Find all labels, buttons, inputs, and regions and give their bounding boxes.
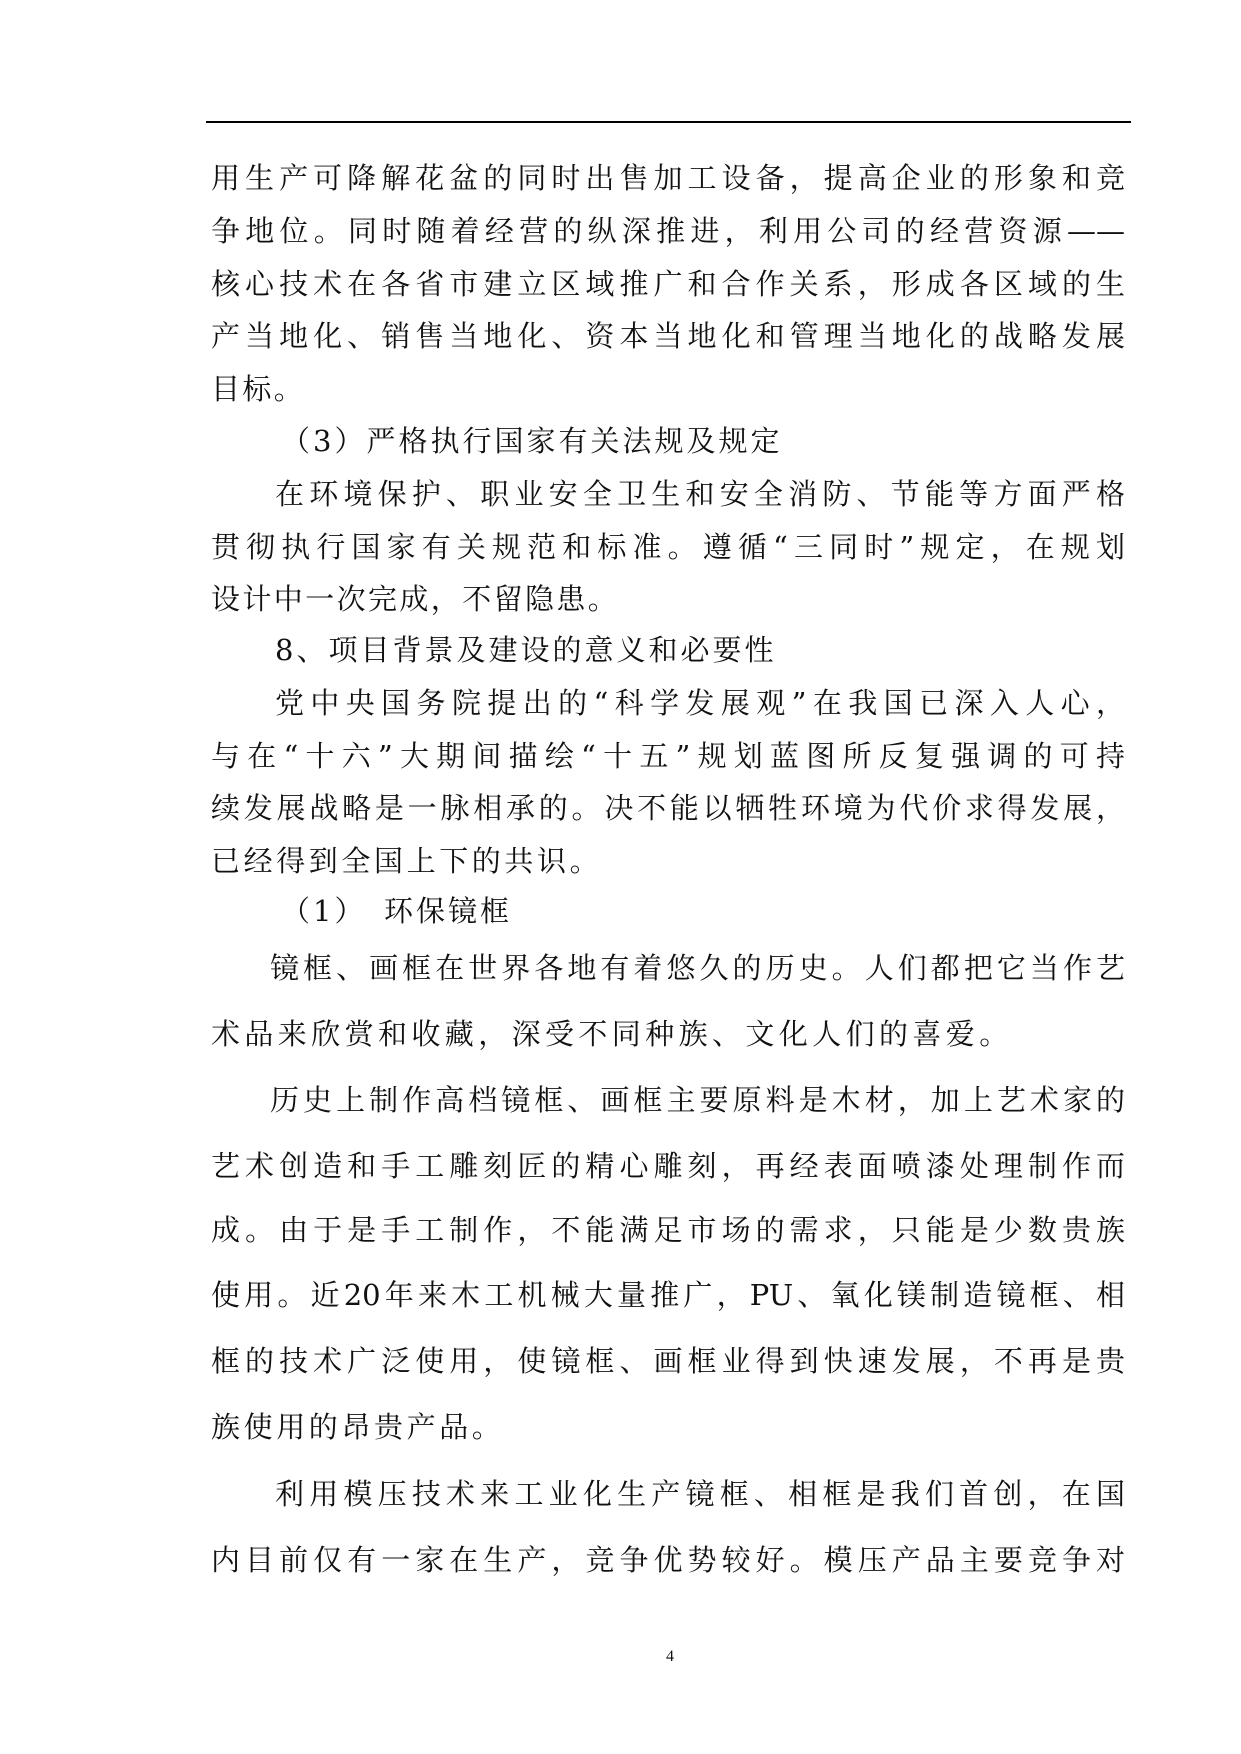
text-line: 框的技术广泛使用，使镜框、画框业得到快速发展，不再是贵: [211, 1344, 1125, 1378]
text-line: 利用模压技术来工业化生产镜框、相框是我们首创，在国: [275, 1477, 1125, 1511]
text-line: 成。由于是手工制作，不能满足市场的需求，只能是少数贵族: [211, 1213, 1125, 1247]
section-heading: （1） 环保镜框: [281, 894, 512, 928]
header-rule: [206, 121, 1131, 123]
text-line: 用生产可降解花盆的同时出售加工设备，提高企业的形象和竞: [211, 161, 1125, 195]
section-heading: 8、项目背景及建设的意义和必要性: [275, 633, 777, 667]
text-line: 设计中一次完成，不留隐患。: [211, 582, 620, 616]
text-line: 艺术创造和手工雕刻匠的精心雕刻，再经表面喷漆处理制作而: [211, 1149, 1125, 1183]
text-line: 核心技术在各省市建立区域推广和合作关系，形成各区域的生: [211, 267, 1125, 301]
text-line: 术品来欣赏和收藏，深受不同种族、文化人们的喜爱。: [211, 1017, 1013, 1051]
text-line: 已经得到全国上下的共识。: [211, 844, 603, 878]
text-line: 贯彻执行国家有关规范和标准。遵循“三同时”规定，在规划: [211, 530, 1125, 564]
text-line: 争地位。同时随着经营的纵深推进，利用公司的经营资源——: [211, 214, 1125, 248]
section-heading: （3）严格执行国家有关法规及规定: [281, 424, 783, 458]
text-line: 内目前仅有一家在生产，竞争优势较好。模压产品主要竞争对: [211, 1543, 1125, 1577]
text-line: 使用。近20年来木工机械大量推广，PU、氧化镁制造镜框、相: [211, 1278, 1125, 1312]
text-line: 族使用的昂贵产品。: [211, 1410, 505, 1444]
text-line: 历史上制作高档镜框、画框主要原料是木材，加上艺术家的: [270, 1083, 1125, 1117]
text-line: 与在“十六”大期间描绘“十五”规划蓝图所反复强调的可持: [211, 739, 1125, 773]
text-line: 镜框、画框在世界各地有着悠久的历史。人们都把它当作艺: [270, 951, 1125, 985]
text-line: 目标。: [211, 372, 306, 406]
text-line: 党中央国务院提出的“科学发展观”在我国已深入人心，: [275, 686, 1125, 720]
text-line: 续发展战略是一脉相承的。决不能以牺牲环境为代价求得发展，: [211, 791, 1125, 825]
text-line: 在环境保护、职业安全卫生和安全消防、节能等方面严格: [275, 477, 1125, 511]
page-number: 4: [666, 1648, 674, 1665]
text-line: 产当地化、销售当地化、资本当地化和管理当地化的战略发展: [211, 319, 1125, 353]
